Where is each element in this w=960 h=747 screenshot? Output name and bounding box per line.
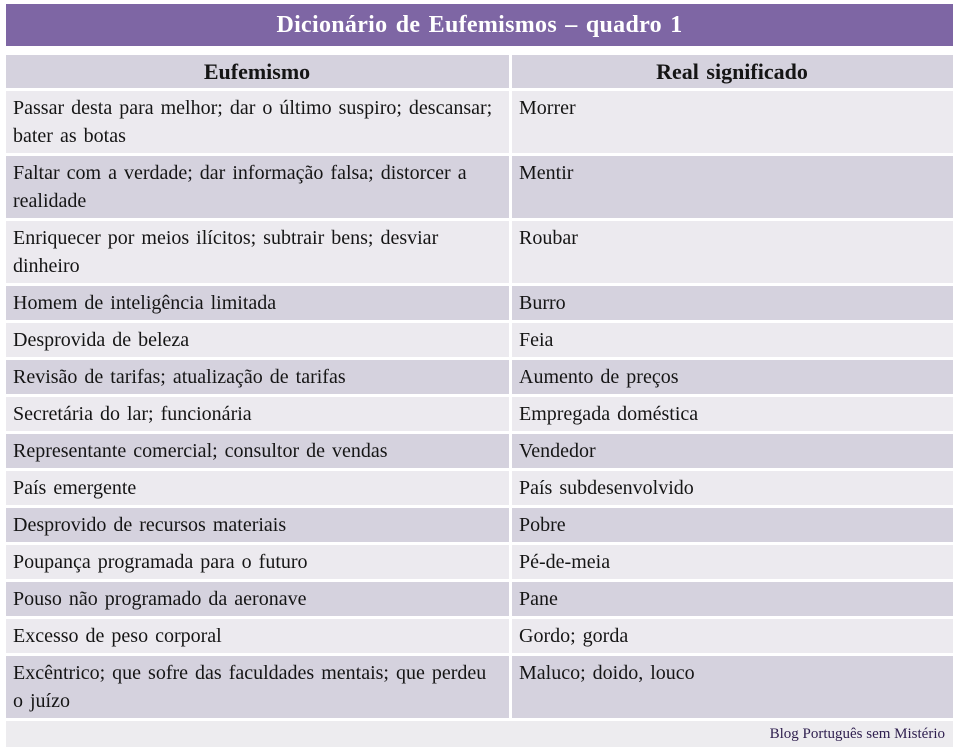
meaning-cell: Feia (512, 323, 953, 357)
table-row (6, 323, 953, 357)
euphemism-cell: Enriquecer por meios ilícitos; subtrair bens; desviar dinheiro (6, 221, 509, 283)
table-header-row (6, 55, 953, 88)
euphemism-cell: Revisão de tarifas; atualização de tarifas (6, 360, 509, 394)
table-row (6, 360, 953, 394)
meaning-cell: Mentir (512, 156, 953, 218)
meaning-cell: Aumento de preços (512, 360, 953, 394)
table-row (6, 471, 953, 505)
euphemism-cell: Homem de inteligência limitada (6, 286, 509, 320)
euphemism-cell: Faltar com a verdade; dar informação falsa; distorcer a realidade (6, 156, 509, 218)
table-row (6, 582, 953, 616)
euphemism-cell: Representante comercial; consultor de vendas (6, 434, 509, 468)
meaning-cell: Morrer (512, 91, 953, 153)
footer-credit: Blog Português sem Mistério (769, 725, 945, 742)
table-row (6, 619, 953, 653)
table-row (6, 508, 953, 542)
euphemism-cell: Passar desta para melhor; dar o último suspiro; descansar; bater as botas (6, 91, 509, 153)
slide-title: Dicionário de Eufemismos – quadro 1 (276, 11, 683, 38)
euphemism-cell: Desprovida de beleza (6, 323, 509, 357)
euphemism-cell: Poupança programada para o futuro (6, 545, 509, 579)
footer-bar (6, 721, 953, 747)
euphemism-cell: Desprovido de recursos materiais (6, 508, 509, 542)
table-row (6, 91, 953, 153)
euphemism-table (6, 91, 953, 718)
title-bar (6, 4, 953, 46)
table-row (6, 286, 953, 320)
euphemism-cell: Pouso não programado da aeronave (6, 582, 509, 616)
euphemism-cell: Excêntrico; que sofre das faculdades mentais; que perdeu o juízo (6, 656, 509, 718)
meaning-cell: Pobre (512, 508, 953, 542)
meaning-cell: Vendedor (512, 434, 953, 468)
meaning-cell: País subdesenvolvido (512, 471, 953, 505)
meaning-cell: Empregada doméstica (512, 397, 953, 431)
title-spacer (6, 46, 953, 55)
meaning-cell: Pé-de-meia (512, 545, 953, 579)
slide (6, 4, 953, 747)
table-row (6, 156, 953, 218)
euphemism-cell: Excesso de peso corporal (6, 619, 509, 653)
table-row (6, 656, 953, 718)
table-row (6, 397, 953, 431)
table-row (6, 545, 953, 579)
table-row (6, 434, 953, 468)
meaning-cell: Roubar (512, 221, 953, 283)
meaning-cell: Maluco; doido, louco (512, 656, 953, 718)
meaning-cell: Burro (512, 286, 953, 320)
table-row (6, 221, 953, 283)
euphemism-cell: Secretária do lar; funcionária (6, 397, 509, 431)
euphemism-cell: País emergente (6, 471, 509, 505)
meaning-cell: Gordo; gorda (512, 619, 953, 653)
header-euphemism: Eufemismo (6, 55, 509, 88)
header-meaning: Real significado (512, 55, 953, 88)
meaning-cell: Pane (512, 582, 953, 616)
